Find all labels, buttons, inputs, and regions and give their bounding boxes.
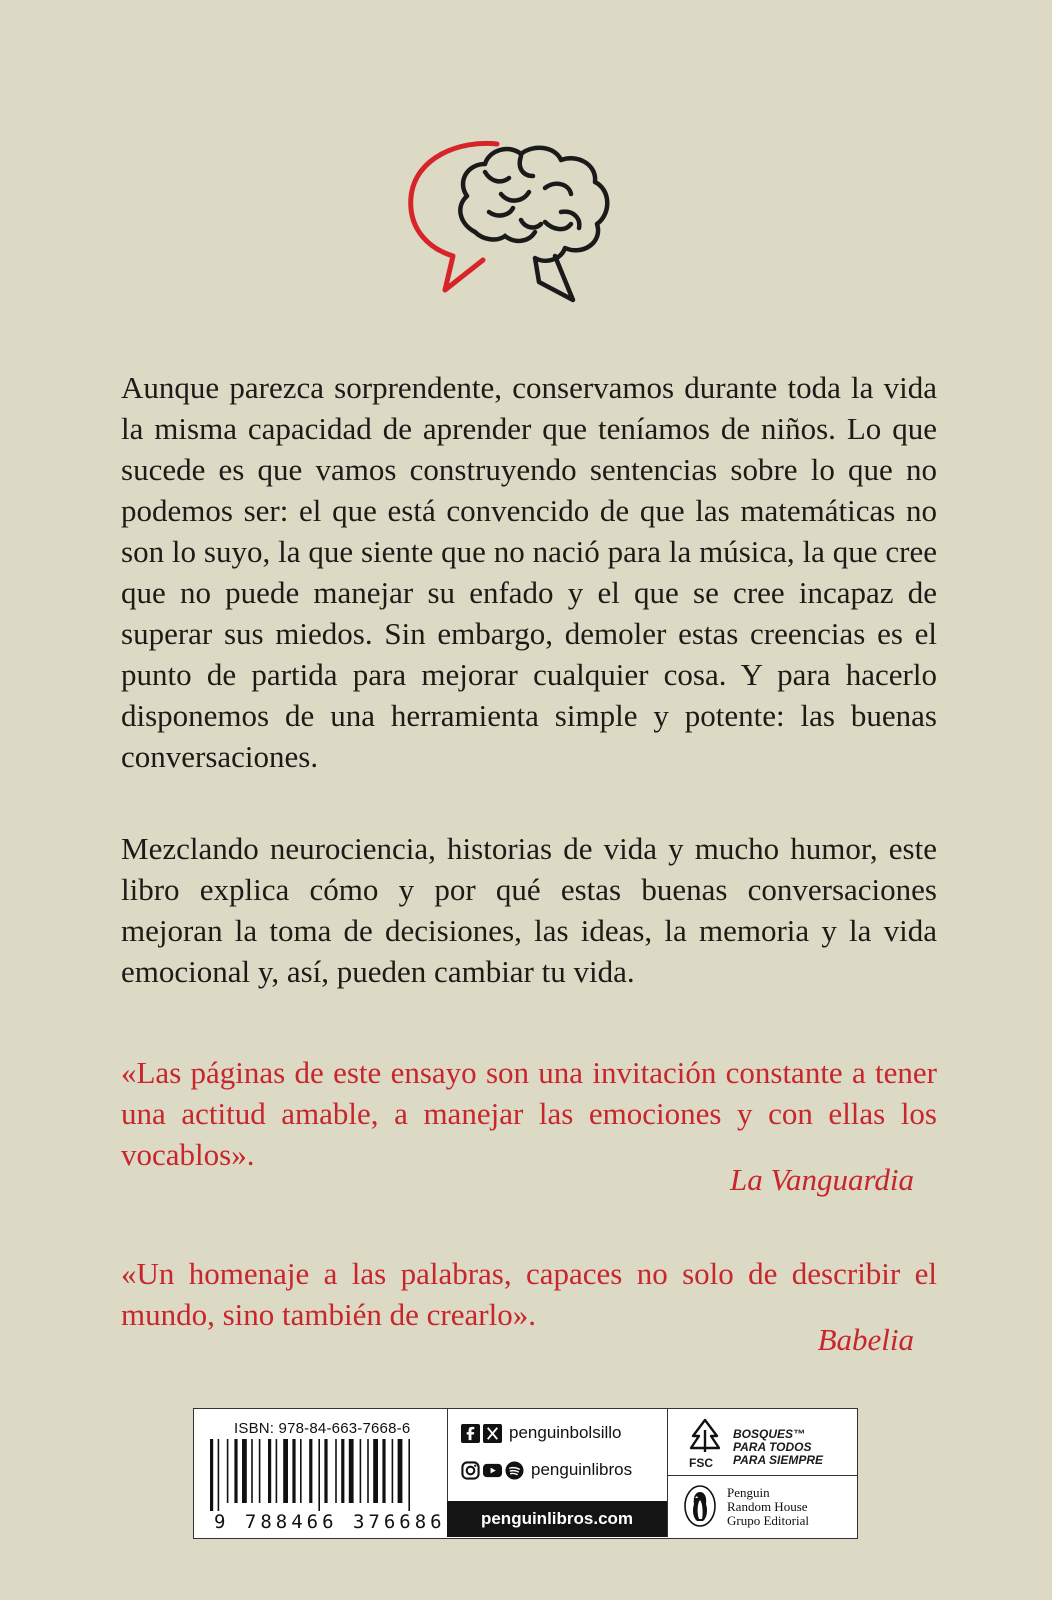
- youtube-icon[interactable]: [483, 1461, 502, 1480]
- description-paragraph-1: Aunque parezca sorprendente, conservamos durante toda la vida la misma capacidad de aprender que teníamos de niños. Lo que sucede es que vamos construyendo sentencias sobre lo que no podemos ser: el que está convencido de que las matemáticas no son lo suyo, la que siente que no nació para la música, la que cree que no puede manejar su enfado y el que se cree incapaz de superar sus miedos. Sin embargo, demoler estas creencias es el punto de partida para mejorar cualquier cosa. Y para hacerlo disponemos de una herramienta simple y potente: las buenas conversaciones.: [121, 370, 937, 774]
- publisher-line-3: Grupo Editorial: [727, 1513, 809, 1528]
- barcode-bar: [373, 1439, 378, 1503]
- barcode-bar: [251, 1439, 253, 1503]
- social-panel: [447, 1409, 668, 1537]
- barcode-bar: [382, 1439, 385, 1503]
- bosques-line-3: PARA SIEMPRE: [733, 1453, 824, 1467]
- fsc-tree-icon: [685, 1416, 725, 1456]
- barcode-bar: [242, 1439, 247, 1503]
- publisher-line-1: Penguin: [727, 1485, 770, 1500]
- barcode-bar: [318, 1439, 320, 1511]
- publisher-line-2: Random House: [727, 1499, 808, 1514]
- barcode-bar: [341, 1439, 344, 1503]
- barcode-bar: [309, 1439, 312, 1503]
- barcode-bar: [324, 1439, 327, 1503]
- bosques-line-1: BOSQUES™: [733, 1427, 806, 1441]
- barcode-bar: [335, 1439, 337, 1503]
- barcode-bar: [398, 1439, 403, 1503]
- website-link[interactable]: penguinlibros.com: [447, 1501, 667, 1537]
- barcode-bar: [349, 1439, 354, 1503]
- barcode-bar: [300, 1439, 302, 1503]
- review-quote-2: «Un homenaje a las palabras, capaces no solo de describir el mundo, sino también de crearlo».: [121, 1256, 937, 1332]
- brain-speech-bubble-icon: [405, 132, 645, 312]
- social-row-2: [461, 1460, 632, 1480]
- barcode-bar: [259, 1439, 261, 1503]
- barcode-panel: [194, 1409, 448, 1537]
- x-icon[interactable]: [483, 1424, 502, 1443]
- barcode-bar: [268, 1439, 271, 1503]
- barcode: [206, 1439, 434, 1511]
- barcode-bar: [392, 1439, 394, 1503]
- social-handle-1[interactable]: penguinbolsillo: [509, 1423, 622, 1442]
- barcode-bar: [218, 1439, 220, 1511]
- barcode-bar: [210, 1439, 213, 1511]
- barcode-bar: [360, 1439, 362, 1503]
- back-cover-info-box: [193, 1408, 858, 1539]
- barcode-bar: [283, 1439, 288, 1503]
- instagram-icon[interactable]: [461, 1461, 480, 1480]
- bosques-line-2: PARA TODOS: [733, 1440, 812, 1454]
- review-source-2: Babelia: [817, 1322, 914, 1357]
- barcode-bar: [276, 1439, 278, 1503]
- publisher-name: [727, 1486, 809, 1528]
- barcode-bar: [292, 1439, 295, 1503]
- fsc-label: FSC: [689, 1456, 713, 1470]
- barcode-bar: [367, 1439, 369, 1503]
- social-handle-2[interactable]: penguinlibros: [531, 1460, 633, 1479]
- bosques-slogan: [733, 1428, 823, 1467]
- isbn-text: ISBN: 978-84-663-7668-6: [234, 1420, 411, 1437]
- social-row-1: [461, 1423, 621, 1443]
- ean-digits: 9 788466 376686: [214, 1511, 446, 1533]
- publisher-panel: [667, 1475, 857, 1537]
- spotify-icon[interactable]: [505, 1461, 524, 1480]
- review-source-1: La Vanguardia: [729, 1162, 914, 1197]
- penguin-logo-icon: [683, 1484, 717, 1528]
- barcode-bar: [408, 1439, 410, 1511]
- barcode-bar: [234, 1439, 237, 1503]
- barcode-bar: [227, 1439, 229, 1503]
- review-quote-1: «Las páginas de este ensayo son una invitación constante a tener una actitud amable, a manejar las emociones y con ellas los vocablos».: [121, 1055, 937, 1172]
- facebook-icon[interactable]: [461, 1424, 480, 1443]
- fsc-panel: [667, 1409, 857, 1476]
- description-paragraph-2: Mezclando neurociencia, historias de vida y mucho humor, este libro explica cómo y por qué estas buenas conversaciones mejoran la toma de decisiones, las ideas, la memoria y la vida emocional y, así, pueden cambiar tu vida.: [121, 831, 937, 989]
